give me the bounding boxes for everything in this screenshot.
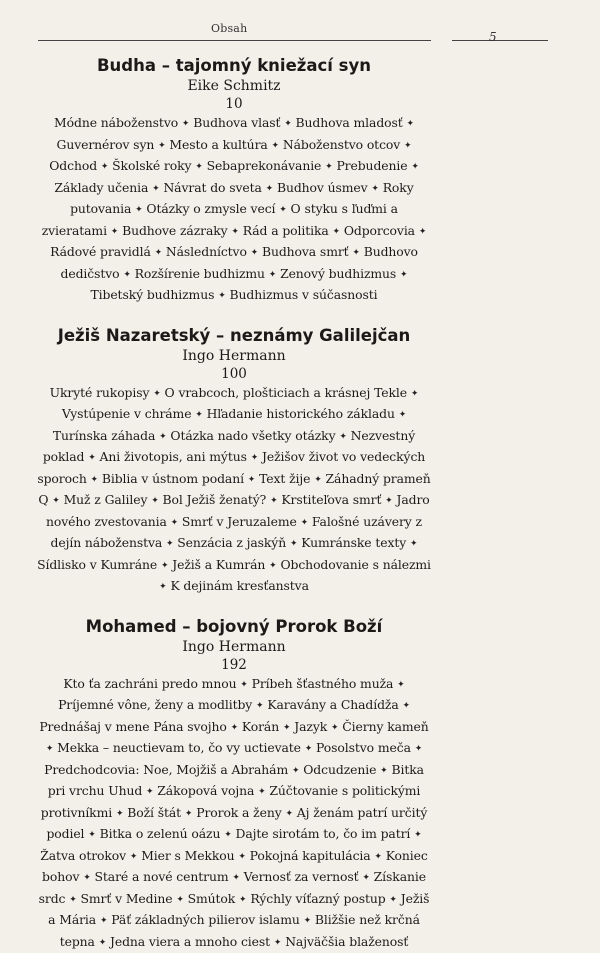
topic-item: Príbeh šťastného muža (252, 676, 394, 691)
topic-item: Najväčšia blaženosť (285, 934, 408, 949)
separator-icon: ✦ (270, 496, 277, 506)
separator-icon: ✦ (182, 119, 189, 129)
topic-item: Turínska záhada (53, 428, 155, 443)
topic-item: Päť základných pilierov islamu (111, 912, 300, 927)
separator-icon: ✦ (218, 291, 225, 301)
separator-icon: ✦ (269, 270, 276, 280)
topic-item: Budhizmus v súčasnosti (230, 287, 378, 302)
entry-page-number: 10 (36, 95, 432, 113)
topic-item: Bol Ježiš ženatý? (163, 492, 267, 507)
separator-icon: ✦ (158, 141, 165, 151)
separator-icon: ✦ (314, 475, 321, 485)
topic-item: Následníctvo (166, 244, 247, 259)
topic-item: Obchodovanie s nálezmi (280, 557, 430, 572)
separator-icon: ✦ (407, 119, 414, 129)
topic-item: Sebaprekonávanie (207, 158, 322, 173)
topic-item: Získanie srdc (39, 869, 426, 906)
topic-item: Kto ťa zachráni predo mnou (63, 676, 236, 691)
separator-icon: ✦ (352, 248, 359, 258)
entry-author: Ingo Hermann (36, 638, 432, 656)
topic-item: Dajte sirotám to, čo im patrí (236, 826, 411, 841)
separator-icon: ✦ (411, 389, 418, 399)
topic-item: Odcudzenie (303, 762, 376, 777)
toc-entry-budha (36, 55, 432, 307)
topic-item: Prebudenie (336, 158, 407, 173)
topic-item: Prednášaj v mene Pána svojho (39, 719, 226, 734)
separator-icon: ✦ (46, 744, 53, 754)
entry-topics (36, 383, 432, 598)
topic-item: Hľadanie historického základu (207, 406, 395, 421)
separator-icon: ✦ (83, 873, 90, 883)
topic-item: Ježišov život vo vedeckých sporoch (37, 449, 425, 486)
topic-item: Odporcovia (344, 223, 415, 238)
topic-item: Čierny kameň (342, 719, 428, 734)
entry-page-number: 100 (36, 365, 432, 383)
separator-icon: ✦ (251, 248, 258, 258)
topic-item: Smrť v Jeruzaleme (182, 514, 297, 529)
topic-item: Rýchly víťazný postup (250, 891, 385, 906)
separator-icon: ✦ (171, 518, 178, 528)
separator-icon: ✦ (389, 895, 396, 905)
topic-item: Budhove zázraky (122, 223, 228, 238)
topic-item: Školské roky (112, 158, 191, 173)
separator-icon: ✦ (380, 766, 387, 776)
topic-item: Mier s Mekkou (141, 848, 234, 863)
topic-item: Vystúpenie v chráme (62, 406, 192, 421)
topic-item: Zákopová vojna (157, 783, 254, 798)
topic-item: Smútok (188, 891, 236, 906)
toc-entry-mohamed (36, 616, 432, 953)
entry-topics (36, 113, 432, 307)
running-head (0, 18, 600, 42)
separator-icon: ✦ (152, 184, 159, 194)
topic-item: Staré a nové centrum (95, 869, 229, 884)
topic-item: Ježiš a Kumrán (172, 557, 265, 572)
separator-icon: ✦ (185, 809, 192, 819)
separator-icon: ✦ (414, 830, 421, 840)
topic-item: Jazyk (294, 719, 327, 734)
separator-icon: ✦ (362, 873, 369, 883)
topic-item: Rádové pravidlá (50, 244, 151, 259)
separator-icon: ✦ (339, 432, 346, 442)
topic-item: Boží štát (127, 805, 181, 820)
header-title: Obsah (211, 22, 247, 35)
topic-item: Muž z Galiley (64, 492, 148, 507)
separator-icon: ✦ (135, 205, 142, 215)
topic-item: Zenový budhizmus (280, 266, 396, 281)
separator-icon: ✦ (399, 410, 406, 420)
separator-icon: ✦ (69, 895, 76, 905)
separator-icon: ✦ (101, 162, 108, 172)
topic-item: Karavány a Chadídža (267, 697, 398, 712)
separator-icon: ✦ (238, 852, 245, 862)
topic-item: O vrabcoch, plošticiach a krásnej Tekle (165, 385, 407, 400)
topic-item: Smrť v Medine (81, 891, 173, 906)
topic-item: Predchodcovia: Noe, Mojžiš a Abrahám (44, 762, 288, 777)
separator-icon: ✦ (404, 141, 411, 151)
separator-icon: ✦ (269, 561, 276, 571)
separator-icon: ✦ (153, 389, 160, 399)
topic-item: Vernosť za vernosť (244, 869, 359, 884)
separator-icon: ✦ (100, 916, 107, 926)
topic-item: Bitka o zelenú oázu (100, 826, 221, 841)
separator-icon: ✦ (256, 701, 263, 711)
topic-item: Záhadný prameň Q (38, 471, 430, 508)
separator-icon: ✦ (123, 270, 130, 280)
separator-icon: ✦ (371, 184, 378, 194)
separator-icon: ✦ (111, 227, 118, 237)
topic-item: K dejinám kresťanstva (170, 578, 308, 593)
separator-icon: ✦ (292, 766, 299, 776)
separator-icon: ✦ (159, 582, 166, 592)
separator-icon: ✦ (195, 410, 202, 420)
topic-item: Koniec bohov (42, 848, 428, 885)
separator-icon: ✦ (325, 162, 332, 172)
topic-item: Ježiš a Mária (48, 891, 429, 928)
topic-item: Sídlisko v Kumráne (37, 557, 157, 572)
topic-item: Otázky o zmysle vecí (146, 201, 275, 216)
separator-icon: ✦ (305, 744, 312, 754)
separator-icon: ✦ (411, 162, 418, 172)
table-of-contents (36, 55, 432, 953)
entry-author: Ingo Hermann (36, 347, 432, 365)
topic-item: Rád a politika (243, 223, 329, 238)
topic-item: Mekka – neuctievam to, čo vy uctievate (57, 740, 301, 755)
topic-item: Jedna viera a mnoho ciest (110, 934, 270, 949)
separator-icon: ✦ (240, 680, 247, 690)
separator-icon: ✦ (99, 938, 106, 948)
topic-item: Ukryté rukopisy (50, 385, 150, 400)
separator-icon: ✦ (419, 227, 426, 237)
separator-icon: ✦ (284, 119, 291, 129)
header-rule (452, 40, 548, 41)
topic-item: Prorok a ženy (196, 805, 281, 820)
topic-item: Senzácia z jaskýň (177, 535, 286, 550)
topic-item: Odchod (49, 158, 97, 173)
separator-icon: ✦ (232, 873, 239, 883)
separator-icon: ✦ (290, 539, 297, 549)
separator-icon: ✦ (231, 723, 238, 733)
entry-title: Budha – tajomný kniežací syn (36, 55, 432, 77)
separator-icon: ✦ (400, 270, 407, 280)
entry-title: Mohamed – bojovný Prorok Boží (36, 616, 432, 638)
separator-icon: ✦ (301, 518, 308, 528)
topic-item: Budhova smrť (262, 244, 349, 259)
entry-title: Ježiš Nazaretský – neznámy Galilejčan (36, 325, 432, 347)
topic-item: Budhovo dedičstvo (61, 244, 418, 281)
separator-icon: ✦ (195, 162, 202, 172)
topic-item: Ani životopis, ani mýtus (100, 449, 247, 464)
separator-icon: ✦ (304, 916, 311, 926)
separator-icon: ✦ (231, 227, 238, 237)
topic-item: Guvernérov syn (57, 137, 155, 152)
topic-item: Posolstvo meča (316, 740, 411, 755)
separator-icon: ✦ (52, 496, 59, 506)
separator-icon: ✦ (130, 852, 137, 862)
separator-icon: ✦ (248, 475, 255, 485)
separator-icon: ✦ (266, 184, 273, 194)
separator-icon: ✦ (239, 895, 246, 905)
topic-item: Žatva otrokov (40, 848, 126, 863)
entry-page-number: 192 (36, 656, 432, 674)
topic-item: Základy učenia (54, 180, 148, 195)
separator-icon: ✦ (161, 561, 168, 571)
separator-icon: ✦ (224, 830, 231, 840)
topic-item: Otázka nado všetky otázky (170, 428, 335, 443)
topic-item: Mesto a kultúra (169, 137, 267, 152)
topic-item: Pokojná kapitulácia (250, 848, 371, 863)
topic-item: Náboženstvo otcov (283, 137, 400, 152)
topic-item: Roky putovania (70, 180, 414, 217)
separator-icon: ✦ (146, 787, 153, 797)
topic-item: Bitka pri vrchu Uhud (48, 762, 424, 799)
separator-icon: ✦ (279, 205, 286, 215)
separator-icon: ✦ (333, 227, 340, 237)
separator-icon: ✦ (166, 539, 173, 549)
entry-author: Eike Schmitz (36, 77, 432, 95)
separator-icon: ✦ (397, 680, 404, 690)
topic-item: Budhova mladosť (296, 115, 403, 130)
topic-item: Príjemné vône, ženy a modlitby (58, 697, 252, 712)
separator-icon: ✦ (374, 852, 381, 862)
topic-item: Budhov úsmev (277, 180, 368, 195)
topic-item: Text žije (259, 471, 310, 486)
topic-item: Zúčtovanie s politickými protivníkmi (41, 783, 421, 820)
separator-icon: ✦ (151, 496, 158, 506)
separator-icon: ✦ (258, 787, 265, 797)
topic-item: Rozšírenie budhizmu (135, 266, 265, 281)
separator-icon: ✦ (116, 809, 123, 819)
topic-item: Krstiteľova smrť (281, 492, 381, 507)
separator-icon: ✦ (159, 432, 166, 442)
separator-icon: ✦ (415, 744, 422, 754)
header-rule (38, 40, 431, 41)
separator-icon: ✦ (155, 248, 162, 258)
separator-icon: ✦ (91, 475, 98, 485)
topic-item: O styku s ľuďmi a zvieratami (42, 201, 398, 238)
topic-item: Budhova vlasť (193, 115, 280, 130)
topic-item: Kumránske texty (301, 535, 406, 550)
separator-icon: ✦ (285, 809, 292, 819)
separator-icon: ✦ (272, 141, 279, 151)
page-number: 5 (489, 30, 497, 44)
topic-item: Falošné uzávery z dejín náboženstva (51, 514, 422, 551)
topic-item: Návrat do sveta (163, 180, 261, 195)
topic-item: Korán (242, 719, 279, 734)
topic-item: Biblia v ústnom podaní (102, 471, 244, 486)
topic-item: Tibetský budhizmus (90, 287, 214, 302)
separator-icon: ✦ (283, 723, 290, 733)
entry-topics (36, 674, 432, 953)
topic-item: Módne náboženstvo (54, 115, 178, 130)
topic-item: Nezvestný poklad (43, 428, 415, 465)
separator-icon: ✦ (88, 830, 95, 840)
toc-entry-jezis (36, 325, 432, 598)
separator-icon: ✦ (251, 453, 258, 463)
topic-item: Aj ženám patrí určitý podiel (46, 805, 427, 842)
separator-icon: ✦ (402, 701, 409, 711)
separator-icon: ✦ (410, 539, 417, 549)
separator-icon: ✦ (176, 895, 183, 905)
separator-icon: ✦ (331, 723, 338, 733)
separator-icon: ✦ (274, 938, 281, 948)
separator-icon: ✦ (88, 453, 95, 463)
topic-item: Bližšie než krčná tepna (60, 912, 420, 949)
topic-item: Jadro nového zvestovania (46, 492, 430, 529)
separator-icon: ✦ (385, 496, 392, 506)
